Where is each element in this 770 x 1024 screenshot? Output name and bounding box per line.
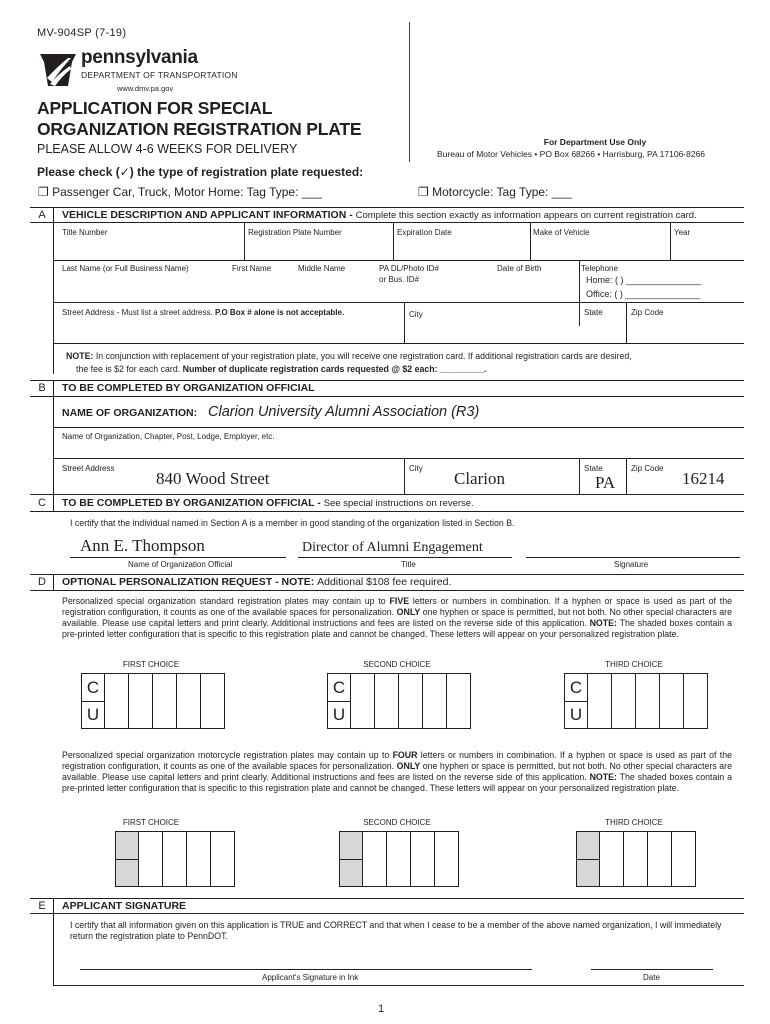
delivery-notice: PLEASE ALLOW 4-6 WEEKS FOR DELIVERY (37, 142, 298, 156)
rule (626, 302, 627, 343)
char-box[interactable] (363, 831, 387, 887)
rule (70, 557, 286, 558)
char-box[interactable] (139, 831, 163, 887)
section-e-letter: E (38, 900, 46, 912)
date-caption: Date (643, 973, 660, 982)
moto-first-choice-boxes[interactable] (115, 831, 235, 887)
rule (30, 898, 744, 899)
rule (30, 396, 744, 397)
standard-first-choice-boxes[interactable] (81, 673, 225, 729)
state-a-label: State (584, 308, 603, 317)
state-b-label: State (584, 464, 603, 473)
applicant-signature-line[interactable] (80, 969, 532, 970)
section-col-rule (53, 898, 54, 985)
rule (53, 302, 744, 303)
char-box[interactable] (660, 673, 684, 729)
duplicate-card-note: NOTE: In conjunction with replacement of your registration plate, you will receive one registration card. If additional registration cards are desired, (66, 351, 632, 361)
section-b-letter: B (38, 382, 46, 394)
duplicate-card-fee: the fee is $2 for each card. Number of duplicate registration cards requested @ $2 each: _________. (76, 364, 487, 374)
middle-name-label: Middle Name (298, 264, 346, 273)
moto-first-choice-label: FIRST CHOICE (122, 818, 180, 827)
street-b-value[interactable]: 840 Wood Street (156, 469, 270, 488)
preprint-box: C U (327, 673, 351, 729)
logo-website: www.dmv.pa.gov (117, 84, 174, 93)
make-label: Make of Vehicle (533, 228, 590, 237)
char-box[interactable] (187, 831, 211, 887)
date-line[interactable] (591, 969, 713, 970)
org-name-label: NAME OF ORGANIZATION: (62, 407, 198, 419)
org-certify-text: I certify that the individual named in Section A is a member in good standing of the organization listed in Section B. (70, 518, 515, 528)
applicant-signature-caption: Applicant's Signature in Ink (262, 973, 359, 982)
char-box[interactable] (201, 673, 225, 729)
char-box[interactable] (351, 673, 375, 729)
section-c-letter: C (38, 497, 46, 509)
expiration-label: Expiration Date (397, 228, 452, 237)
char-box[interactable] (177, 673, 201, 729)
char-box[interactable] (387, 831, 411, 887)
section-d-heading: OPTIONAL PERSONALIZATION REQUEST - NOTE: Additional $108 fee required. (62, 576, 452, 588)
standard-second-choice-boxes[interactable] (327, 673, 471, 729)
first-choice-label: FIRST CHOICE (122, 660, 180, 669)
signature-caption: Signature (614, 560, 649, 569)
moto-third-choice-label: THIRD CHOICE (605, 818, 663, 827)
rule (30, 380, 744, 381)
moto-second-choice-boxes[interactable] (339, 831, 459, 887)
rule (30, 913, 744, 914)
zip-a-label: Zip Code (631, 308, 664, 317)
section-a-heading: VEHICLE DESCRIPTION AND APPLICANT INFORMATION - Complete this section exactly as information appears on current registration card. (62, 209, 697, 221)
zip-b-label: Zip Code (631, 464, 664, 473)
city-b-label: City (409, 464, 423, 473)
first-name-label: First Name (232, 264, 272, 273)
motorcycle-checkbox[interactable]: ❐ Motorcycle: Tag Type: ___ (418, 185, 572, 199)
shaded-box (339, 831, 363, 887)
rule (626, 458, 627, 494)
rule (53, 458, 744, 459)
rule (579, 260, 580, 326)
state-b-value[interactable]: PA (595, 473, 616, 492)
form-title-line2: ORGANIZATION REGISTRATION PLATE (37, 119, 362, 139)
home-phone-field[interactable]: Home: ( ) _______________ (586, 275, 702, 285)
char-box[interactable] (435, 831, 459, 887)
rule (579, 458, 580, 494)
bus-id-label: or Bus. ID# (379, 275, 420, 284)
standard-third-choice-boxes[interactable] (564, 673, 708, 729)
rule (30, 222, 744, 223)
shaded-box (115, 831, 139, 887)
dob-label: Date of Birth (497, 264, 542, 273)
char-box[interactable] (163, 831, 187, 887)
title-caption: Title (401, 560, 416, 569)
section-a-letter: A (38, 209, 46, 221)
rule (404, 458, 405, 494)
char-box[interactable] (612, 673, 636, 729)
page-number: 1 (378, 1003, 385, 1015)
char-box[interactable] (423, 673, 447, 729)
signature-line[interactable] (526, 557, 740, 558)
char-box[interactable] (105, 673, 129, 729)
section-d-letter: D (38, 576, 46, 588)
rule (30, 207, 744, 208)
form-title-line1: APPLICATION FOR SPECIAL (37, 98, 273, 118)
rule (30, 511, 744, 512)
logo-brand: pennsylvania (81, 47, 198, 68)
rule (298, 557, 512, 558)
dl-id-label: PA DL/Photo ID# (379, 264, 439, 273)
third-choice-label: THIRD CHOICE (605, 660, 663, 669)
city-b-value[interactable]: Clarion (454, 469, 505, 488)
section-e-heading: APPLICANT SIGNATURE (62, 900, 187, 912)
official-name-value[interactable]: Ann E. Thompson (80, 536, 205, 555)
rule (530, 222, 531, 260)
rule (53, 260, 744, 261)
section-col-rule (53, 574, 54, 590)
rule (244, 222, 245, 260)
org-name-value[interactable]: Clarion University Alumni Association (R3) (208, 404, 480, 420)
street-b-label: Street Address (62, 464, 115, 473)
section-col-rule (53, 207, 54, 374)
form-code: MV-904SP (7-19) (37, 27, 127, 39)
last-name-label: Last Name (or Full Business Name) (62, 264, 189, 273)
char-box[interactable] (648, 831, 672, 887)
plate-type-prompt: Please check (✓) the type of registration plate requested: (37, 165, 364, 179)
dept-use-label: For Department Use Only (543, 137, 647, 147)
logo-dept: DEPARTMENT OF TRANSPORTATION (81, 70, 238, 80)
penndot-keystone-icon (38, 48, 78, 88)
office-phone-field[interactable]: Office: ( ) _______________ (586, 289, 701, 299)
shaded-box (576, 831, 600, 887)
char-box[interactable] (636, 673, 660, 729)
rule (53, 427, 744, 428)
second-choice-label: SECOND CHOICE (363, 660, 431, 669)
street-address-a-label: Street Address - Must list a street address. P.O Box # alone is not acceptable. (62, 308, 345, 317)
rule (670, 222, 671, 260)
official-name-caption: Name of Organization Official (128, 560, 233, 569)
char-box[interactable] (153, 673, 177, 729)
char-box[interactable] (399, 673, 423, 729)
rule (30, 494, 744, 495)
section-col-rule (53, 494, 54, 511)
char-box[interactable] (129, 673, 153, 729)
moto-second-choice-label: SECOND CHOICE (363, 818, 431, 827)
telephone-label: Telephone (581, 264, 618, 273)
preprint-box: C U (81, 673, 105, 729)
char-box[interactable] (624, 831, 648, 887)
char-box[interactable] (600, 831, 624, 887)
char-box[interactable] (447, 673, 471, 729)
title-number-label: Title Number (62, 228, 108, 237)
standard-plate-instructions: Personalized special organization standard registration plates may contain up to FIVE letters or numbers in combination. If a hyphen or space is used as part of the registration configuration, it counts as one of the available spaces for personalization. ONLY one hyphen or space is permitted, but not both. No other special characters are available. Please use capital letters and print clearly. Additional instructions and fees are listed on the reverse side of this application. NOTE: The shaded boxes contain a pre-printed letter configuration that is specific to this registration plate and cannot be changed. These letters will appear on your personalized registration plate. (62, 596, 732, 639)
section-c-heading: TO BE COMPLETED BY ORGANIZATION OFFICIAL - See special instructions on reverse. (62, 497, 474, 509)
motorcycle-plate-instructions: Personalized special organization motorcycle registration plates may contain up to FOUR letters or numbers in combination. If a hyphen or space is used as part of the registration configuration, it counts as one of the available spaces for personalization. ONLY one hyphen or space is permitted, but not both. No other special characters are available. Please use capital letters and print clearly. Additional instructions and fees are listed on the reverse side of this application. NOTE: The shaded boxes contain a pre-printed letter configuration that is specific to this registration plate and cannot be changed. These letters will appear on your personalized registration plate. (62, 750, 733, 793)
rule (393, 222, 394, 260)
char-box[interactable] (588, 673, 612, 729)
applicant-certify-text: I certify that all information given on this application is TRUE and CORRECT and that when I cease to be a member of the above named organization, I will immediately return the registration plate to PennDOT. (70, 920, 722, 941)
rule (404, 302, 405, 343)
rule (30, 574, 744, 575)
section-b-heading: TO BE COMPLETED BY ORGANIZATION OFFICIAL (62, 382, 315, 394)
char-box[interactable] (411, 831, 435, 887)
preprint-box: C U (564, 673, 588, 729)
char-box[interactable] (375, 673, 399, 729)
header-divider (409, 22, 410, 162)
bureau-address: Bureau of Motor Vehicles • PO Box 68266 • Harrisburg, PA 17106-8266 (437, 149, 706, 159)
org-name-hint: Name of Organization, Chapter, Post, Lodge, Employer, etc. (62, 432, 275, 441)
zip-b-value[interactable]: 16214 (682, 469, 725, 488)
passenger-checkbox[interactable]: ❐ Passenger Car, Truck, Motor Home: Tag Type: ___ (38, 185, 322, 199)
city-a-label: City (409, 310, 423, 319)
char-box[interactable] (684, 673, 708, 729)
year-label: Year (674, 228, 691, 237)
rule (30, 590, 744, 591)
rule (53, 985, 744, 986)
char-box[interactable] (672, 831, 696, 887)
rule (53, 343, 744, 344)
official-title-value[interactable]: Director of Alumni Engagement (302, 540, 483, 555)
char-box[interactable] (211, 831, 235, 887)
moto-third-choice-boxes[interactable] (576, 831, 696, 887)
section-col-rule (53, 380, 54, 494)
plate-number-label: Registration Plate Number (248, 228, 342, 237)
